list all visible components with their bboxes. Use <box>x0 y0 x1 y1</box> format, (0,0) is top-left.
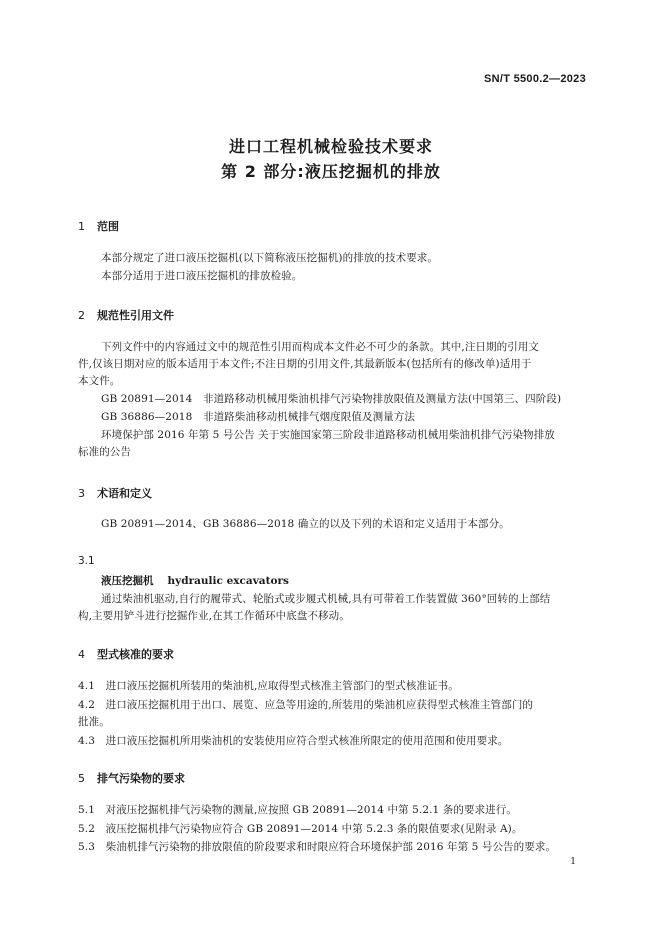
clause: 5.2 液压挖掘机排气污染物应符合 GB 20891—2014 中第 5.2.3 条的限值要求(见附录 A)。 <box>78 823 523 835</box>
section-number: 4 <box>78 648 85 661</box>
reference-item: GB 36886—2018 非道路柴油移动机械排气烟度限值及测量方法 <box>101 411 415 423</box>
reference-item: 环境保护部 2016 年第 5 号公告 关于实施国家第三阶段非道路移动机械用柴油机排气污染物排放 <box>101 429 555 441</box>
paragraph: 本部分适用于进口液压挖掘机的排放检验。 <box>101 270 303 282</box>
section-heading-scope <box>78 218 119 234</box>
clause: 4.1 进口液压挖掘机所装用的柴油机,应取得型式核准主管部门的型式核准证书。 <box>78 680 459 692</box>
clause: 5.1 对液压挖掘机排气污染物的测量,应按照 GB 20891—2014 中第 5.2.1 条的要求进行。 <box>78 804 517 816</box>
paragraph: GB 20891—2014、GB 36886—2018 确立的以及下列的术语和定义适用于本部分。 <box>101 518 510 530</box>
term-english: hydraulic excavators <box>167 575 289 587</box>
section-title: 范围 <box>97 220 119 233</box>
page-number: 1 <box>570 857 576 867</box>
reference-item: GB 20891—2014 非道路移动机械用柴油机排气污染物排放限值及测量方法(中国第三、四阶段) <box>101 393 562 405</box>
paragraph: 件,仅该日期对应的版本适用于本文件;不注日期的引用文件,其最新版本(包括所有的修改单)适用于 <box>78 358 532 370</box>
clause: 批准。 <box>78 716 110 728</box>
paragraph: 下列文件中的内容通过文中的规范性引用而构成本文件必不可少的条款。其中,注日期的引用文 <box>101 341 540 353</box>
section-number: 2 <box>78 309 85 322</box>
section-title: 规范性引用文件 <box>97 309 174 322</box>
section-number: 1 <box>78 220 85 233</box>
clause: 4.3 进口液压挖掘机所用柴油机的安装使用应符合型式核准所限定的使用范围和使用要求。 <box>78 735 509 747</box>
clause-number: 3.1 <box>78 555 95 567</box>
section-title: 型式核准的要求 <box>97 648 174 661</box>
section-number: 5 <box>78 772 85 785</box>
document-subtitle: 第 2 部分:液压挖掘机的排放 <box>221 162 441 181</box>
section-number: 3 <box>78 487 85 500</box>
clause: 4.2 进口液压挖掘机用于出口、展览、应急等用途的,所装用的柴油机应获得型式核准主管部门的 <box>78 699 534 711</box>
section-title: 术语和定义 <box>97 487 152 500</box>
term-entry <box>101 573 289 588</box>
definition: 通过柴油机驱动,自行的履带式、轮胎式或步履式机械,具有可带着工作装置做 360°回转的上部结 <box>101 593 551 605</box>
definition: 构,主要用铲斗进行挖掘作业,在其工作循环中底盘不移动。 <box>78 610 350 622</box>
document-title: 进口工程机械检验技术要求 <box>228 137 433 156</box>
section-heading-normative-references <box>78 307 174 323</box>
section-heading-type-approval <box>78 646 174 662</box>
standard-code: SN/T 5500.2—2023 <box>483 73 586 85</box>
term-chinese: 液压挖掘机 <box>101 575 154 587</box>
section-heading-terms <box>78 485 152 501</box>
section-heading-exhaust-requirements <box>78 770 185 786</box>
reference-item: 标准的公告 <box>78 446 131 458</box>
paragraph: 本文件。 <box>78 375 121 387</box>
section-title: 排气污染物的要求 <box>97 772 185 785</box>
paragraph: 本部分规定了进口液压挖掘机(以下简称液压挖掘机)的排放的技术要求。 <box>101 252 438 264</box>
clause: 5.3 柴油机排气污染物的排放限值的阶段要求和时限应符合环境保护部 2016 年第 5 号公告的要求。 <box>78 841 557 853</box>
